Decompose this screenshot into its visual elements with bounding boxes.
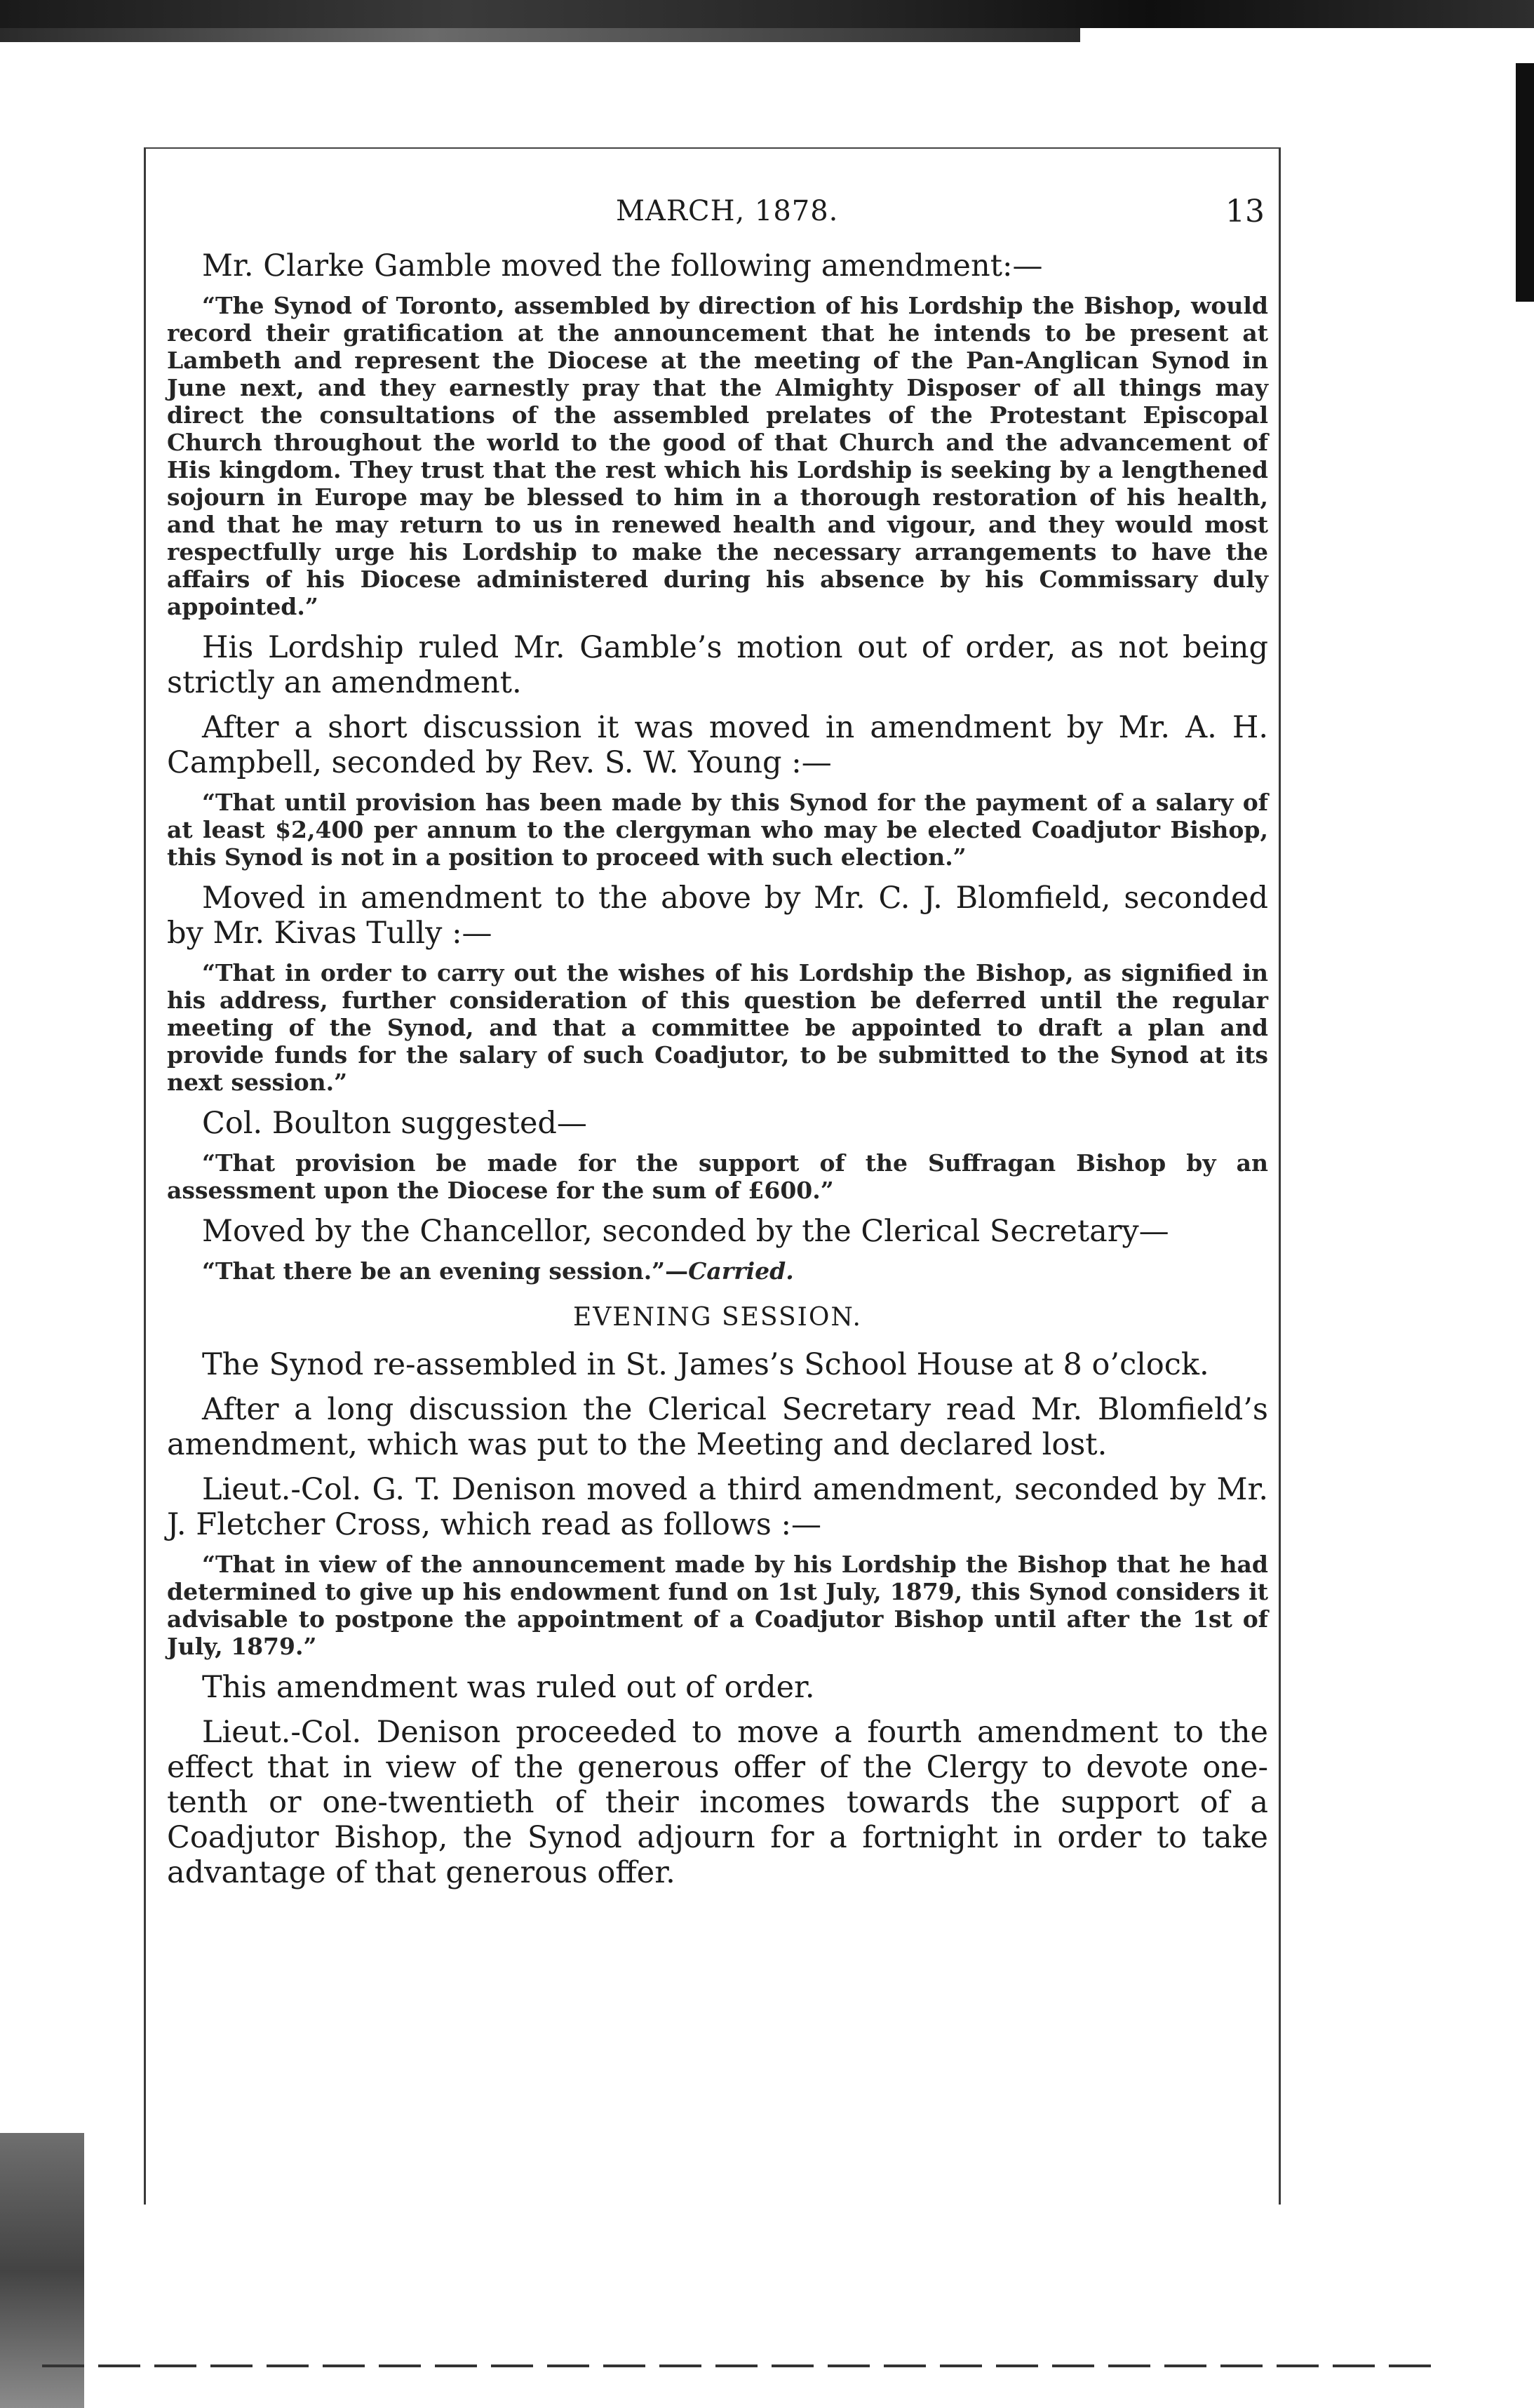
scan-top-shadow — [0, 28, 1080, 42]
scan-right-edge — [1516, 63, 1534, 302]
quote-endowment-fund: “That in view of the announcement made by his Lordship the Bishop that he had determined to give up his endowment fund on 1st July, 1879, this Synod considers it advisable to postpone the appointment of a Coadjutor Bishop until after the 1st of July, 1879.” — [167, 1551, 1268, 1660]
paragraph-blomfield-amendment: Moved in amendment to the above by Mr. C. J. Blomfield, seconded by Mr. Kivas Tully :— — [167, 881, 1268, 951]
quote-defer-consideration: “That in order to carry out the wishes of his Lordship the Bishop, as signified in his address, further consideration of this question be deferred until the regular meeting of the Synod, and that a committee be appointed to draft a plan and provide funds for the salary of such Coadjutor, to be submitted to the Synod at its next session.” — [167, 959, 1268, 1096]
paragraph-denison-third: Lieut.-Col. G. T. Denison moved a third amendment, seconded by Mr. J. Fletcher Cross, which read as follows :— — [167, 1472, 1268, 1542]
paragraph-blomfield-lost: After a long discussion the Clerical Secretary read Mr. Blomfield’s amendment, which was put to the Meeting and declared lost. — [167, 1392, 1268, 1462]
section-heading-evening-session: EVENING SESSION. — [573, 1303, 862, 1332]
quote-evening-session-text: “That there be an evening session.”— — [202, 1257, 689, 1285]
quote-evening-session — [167, 1257, 1268, 1285]
paragraph-denison-fourth: Lieut.-Col. Denison proceeded to move a fourth amendment to the effect that in view of the generous offer of the Clergy to devote one-tenth or one-twentieth of their incomes towards the support of a Coadjutor Bishop, the Synod adjourn for a fortnight in order to take advantage of that generous offer. — [167, 1715, 1268, 1890]
running-head: MARCH, 1878. — [616, 195, 839, 227]
page-header — [167, 189, 1268, 239]
paragraph-chancellor-motion: Moved by the Chancellor, seconded by the Clerical Secretary— — [202, 1214, 1169, 1249]
paragraph-boulton: Col. Boulton suggested— — [202, 1106, 587, 1141]
scan-bottom-rule — [42, 2364, 1445, 2367]
paragraph-ruling: His Lordship ruled Mr. Gamble’s motion out of order, as not being strictly an amendment. — [167, 630, 1268, 700]
quote-salary-provision: “That until provision has been made by this Synod for the payment of a salary of at least $2,400 per annum to the clergyman who may be elected Coadjutor Bishop, this Synod is not in a position to proceed with such election.” — [167, 789, 1268, 871]
document-page — [167, 189, 1268, 1890]
paragraph-out-of-order: This amendment was ruled out of order. — [202, 1670, 815, 1705]
quote-synod-resolution: “The Synod of Toronto, assembled by direction of his Lordship the Bishop, would record their gratification at the announcement that he intends to be present at Lambeth and represent the Diocese at the meeting of the Pan-Anglican Synod in June next, and they earnestly pray that the Almighty Disposer of all things may direct the consultations of the assembled prelates of the Protestant Episcopal Church throughout the world to the good of that Church and the advancement of His kingdom. They trust that the rest which his Lordship is seeking by a lengthened sojourn in Europe may be blessed to him in a thorough restoration of his health, and that he may return to us in renewed health and vigour, and they would most respectfully urge his Lordship to make the necessary arrangements to have the affairs of his Diocese administered during his absence by his Commissary duly appointed.” — [167, 292, 1268, 620]
page-number: 13 — [1225, 194, 1265, 229]
quote-suffragan-assessment: “That provision be made for the support of the Suffragan Bishop by an assessment upon the Diocese for the sum of £600.” — [167, 1149, 1268, 1204]
paragraph-gamble-motion: Mr. Clarke Gamble moved the following amendment:— — [202, 248, 1043, 283]
carried-label: Carried. — [688, 1257, 794, 1285]
paragraph-campbell-amendment: After a short discussion it was moved in amendment by Mr. A. H. Campbell, seconded by Rev. S. W. Young :— — [167, 710, 1268, 780]
paragraph-reassembled: The Synod re-assembled in St. James’s School House at 8 o’clock. — [202, 1347, 1209, 1382]
scan-top-border — [0, 0, 1534, 28]
